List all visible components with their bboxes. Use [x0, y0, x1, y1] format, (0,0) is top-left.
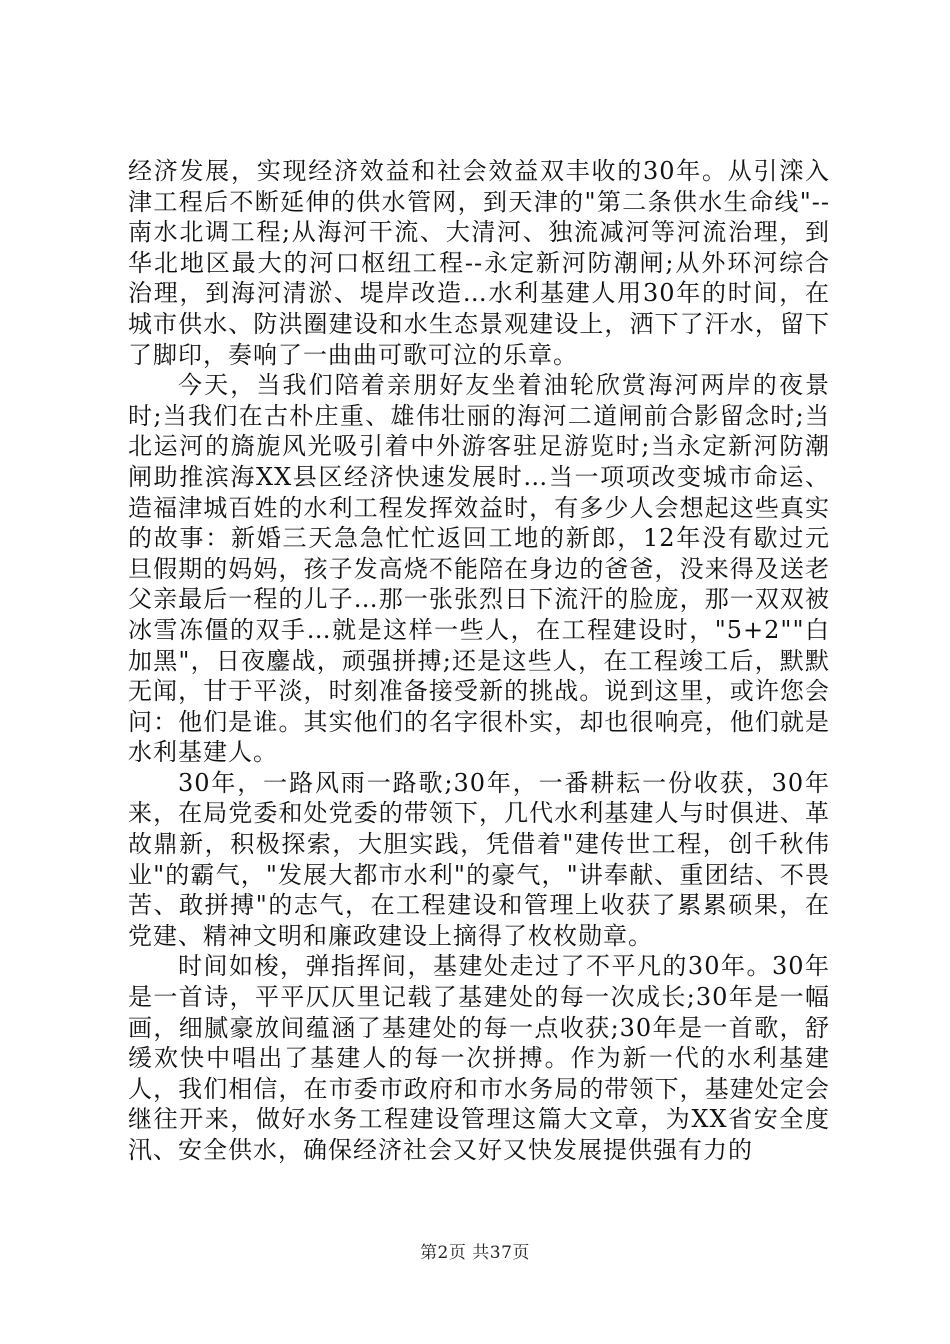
paragraph-2: 今天，当我们陪着亲朋好友坐着油轮欣赏海河两岸的夜景时;当我们在古朴庄重、雄伟壮丽的海河二道闸前合影留念时;当北运河的旖旎风光吸引着中外游客驻足游览时;当永定新河防潮闸助推滨海XX县区经济快速发展时…当一项项改变城市命运、造福津城百姓的水利工程发挥效益时，有多少人会想起这些真实的故事：新婚三天急急忙忙返回工地的新郎，12年没有歇过元旦假期的妈妈，孩子发高烧不能陪在身边的爸爸，没来得及送老父亲最后一程的儿子…那一张张烈日下流汗的脸庞，那一双双被冰雪冻僵的双手…就是这样一些人，在工程建设时，"5+2""白加黑"，日夜鏖战，顽强拼搏;还是这些人，在工程竣工后，默默无闻，甘于平淡，时刻准备接受新的挑战。说到这里，或许您会问：他们是谁。其实他们的名字很朴实，却也很响亮，他们就是水利基建人。	[128, 371, 830, 767]
document-body	[128, 156, 830, 1166]
paragraph-4: 时间如梭，弹指挥间，基建处走过了不平凡的30年。30年是一首诗，平平仄仄里记载了基建处的每一次成长;30年是一幅画，细腻豪放间蕴涵了基建处的每一点收获;30年是一首歌，舒缓欢快中唱出了基建人的每一次拼搏。作为新一代的水利基建人，我们相信，在市委市政府和市水务局的带领下，基建处定会继往开来，做好水务工程建设管理这篇大文章，为XX省安全度汛、安全供水，确保经济社会又好又快发展提供强有力的	[128, 952, 830, 1164]
page-footer: 第2页 共37页	[420, 1243, 530, 1263]
paragraph-1: 经济发展，实现经济效益和社会效益双丰收的30年。从引滦入津工程后不断延伸的供水管网，到天津的"第二条供水生命线"--南水北调工程;从海河干流、大清河、独流减河等河流治理，到华北地区最大的河口枢纽工程--永定新河防潮闸;从外环河综合治理，到海河清淤、堤岸改造…水利基建人用30年的时间，在城市供水、防洪圈建设和水生态景观建设上，洒下了汗水，留下了脚印，奏响了一曲曲可歌可泣的乐章。	[128, 157, 830, 369]
paragraph-3: 30年，一路风雨一路歌;30年，一番耕耘一份收获，30年来，在局党委和处党委的带领下，几代水利基建人与时俱进、革故鼎新，积极探索，大胆实践，凭借着"建传世工程，创千秋伟业"的霸气，"发展大都市水利"的豪气，"讲奉献、重团结、不畏苦、敢拼搏"的志气，在工程建设和管理上收获了累累硕果，在党建、精神文明和廉政建设上摘得了枚枚勋章。	[128, 768, 830, 950]
